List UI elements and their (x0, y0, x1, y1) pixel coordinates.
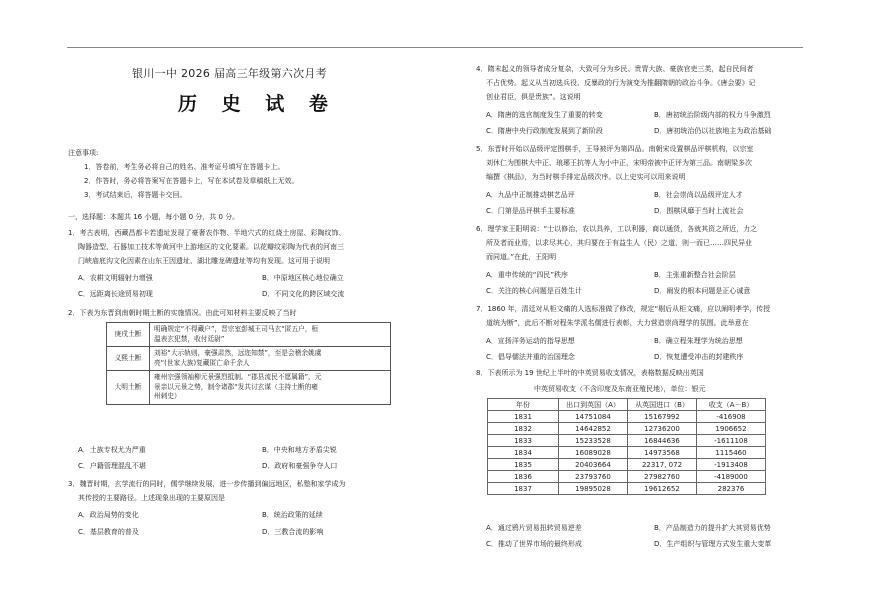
option-b: B．中原地区核心地位确立 (262, 274, 344, 282)
option-b: B．统治政策的延续 (262, 511, 323, 519)
section-heading: 一、选择题：本题共 16 小题，每小题 0 分，共 0 分。 (68, 213, 240, 221)
table-cell (150, 371, 391, 405)
table-row (488, 471, 766, 483)
table-row (107, 323, 391, 347)
table-cell: 1115460 (697, 447, 766, 459)
question-6-line: 而同道。”在此，王阳明 (486, 253, 557, 261)
option-c: C．户籍管理混乱不堪 (78, 462, 146, 470)
table-row (488, 435, 766, 447)
cell-line: 明确规定“不得藏户”，晋宗室彭城王司马玄“匿五户，桓 (154, 325, 319, 333)
question-4-line: 4．隋末起义的领导者成分复杂，大致可分为乡民、贵胄大族、豪族官吏三类，起自民间者 (476, 65, 754, 73)
option-a: A．隋唐的选官制度发生了重要的转变 (486, 111, 603, 119)
table-cell: 1836 (488, 471, 559, 483)
option-a: A．政治局势的变化 (78, 511, 139, 519)
table-cell: 14642852 (559, 423, 628, 435)
table-cell (150, 323, 391, 347)
table-cell: 19895028 (559, 483, 628, 495)
question-1-line: 门峡庙底沟文化因素在山东王因遗址、湖北雕龙碑遗址等均有发现。这可用于说明 (78, 257, 330, 265)
question-7-line: 道统为断”，此后不断对程朱学派名儒进行表彰，大力营造崇尚理学的氛围。此举意在 (486, 319, 749, 327)
option-a: A．土族专权尤为严重 (78, 446, 146, 454)
table-cell: 1834 (488, 447, 559, 459)
option-d: D．政府和豪强争夺人口 (262, 462, 338, 470)
table-cell: -1913408 (697, 459, 766, 471)
table-cell: 22317, 072 (628, 459, 697, 471)
table-caption: 中英贸易收支（不含印度及东南亚殖民地），单位：银元 (534, 385, 706, 393)
cell-line: 亮“(世家大族)复藏匿亡命千余人 (154, 358, 250, 367)
option-d: D．三教合流的影响 (262, 528, 324, 536)
option-a: A．重申传统的“四民”秩序 (486, 271, 569, 279)
cell-line: 景亲以元景之势，制令诸郡“发共讨玄谋（主持土断的雍 (154, 382, 318, 391)
option-b: B．主张重新整合社会阶层 (654, 271, 736, 279)
option-d: D．阐发的根本问题是正心诚意 (654, 287, 751, 295)
option-d: D．生产组织与管理方式发生重大变革 (654, 540, 772, 548)
table-cell: 20403664 (559, 459, 628, 471)
header-rule (67, 47, 803, 48)
exam-title: 银川一中 2026 届高三年级第六次月考 (132, 67, 327, 80)
question-5-line: 5．东晋时开始以品级评定围棋手，王导被评为第四品。南朝宋设置棋品评棋机构，以宗室 (476, 145, 754, 153)
note-item: 2．作答时，务必将答案写在答题卡上，写在本试卷及草稿纸上无效。 (84, 177, 299, 185)
option-c: C．远距离长途贸易初现 (78, 290, 153, 298)
option-c: C．基层教育的普及 (78, 528, 139, 536)
table-cell: 1833 (488, 435, 559, 447)
option-d: D．恢复遭受冲击的封建秩序 (654, 353, 744, 361)
question-2-stem: 2．下表为东晋到南朝时期土断的实施情况。由此可知材料主要反映了当时 (68, 309, 297, 317)
option-b: B．产品制造力的提升扩大其贸易优势 (654, 524, 771, 532)
option-d: D．唐初统治仍以社族地主为政治基础 (654, 127, 772, 135)
option-b: B．社会崇尚以品级评定人才 (654, 191, 743, 199)
table-row (488, 459, 766, 471)
question-5-line: 编撰《棋品》，为当时棋手排定品级次序。以上史实可以用来说明 (486, 173, 686, 181)
table-row (488, 483, 766, 495)
question-1-line: 陶器造型、石器加工技术等黄河中上游地区的文化要素。以花瓣纹彩陶为代表的河南三 (78, 243, 344, 251)
trade-table (487, 398, 766, 495)
option-a: A．农耕文明辐射力增强 (78, 274, 153, 282)
cell-line: 温表玄犯禁，收付廷尉” (154, 334, 225, 343)
table-cell: 15233528 (559, 435, 628, 447)
table-cell: 14751084 (559, 411, 628, 423)
table-cell: 16844636 (628, 435, 697, 447)
table-cell: 1832 (488, 423, 559, 435)
table-cell: 大明土断 (107, 371, 150, 405)
question-6-line: 6．理学家王阳明说：“士以修治，农以具养，工以利器，商以通货，各就其资之所近，力之 (476, 225, 758, 233)
table-cell: 27982760 (628, 471, 697, 483)
table-row (488, 447, 766, 459)
cell-line: 雍州宗强领袖柳元景强烈抵制。“郡县流民不愿属籍”，元 (154, 373, 322, 381)
table-cell: 1835 (488, 459, 559, 471)
option-c: C．隋唐中央行政制度发展到了新阶段 (486, 127, 603, 135)
option-a: A．宣扬洋务运动的指导思想 (486, 337, 575, 345)
notes-title: 注意事项: (68, 149, 99, 157)
option-d: D．围棋风靡于当时上流社会 (654, 207, 744, 215)
table-row (488, 423, 766, 435)
option-c: C．门第是品评棋手主要标准 (486, 207, 575, 215)
table-cell: -416908 (697, 411, 766, 423)
question-4-line: 不占优势。起义从当初选兵役、反暴政的行为演变为推翻隋朝的政治斗争。《唐会要》记 (486, 79, 756, 87)
question-3-line: 其传授的主要路径。上述现象出现的主要原因是 (78, 494, 225, 502)
tuduan-table (106, 322, 391, 405)
question-5-line: 刘休仁为围棋大中正、琅琊王抗等人为小中正，宋明帝被中正评为第三品。南朝梁多次 (486, 159, 752, 167)
subject-title: 历 史 试 卷 (178, 93, 337, 115)
question-8-stem: 8．下表所示为 19 世纪上半叶的中英贸易收支情况，表格数据反映出英国 (476, 369, 704, 377)
table-cell: 1906652 (697, 423, 766, 435)
table-cell: 16089028 (559, 447, 628, 459)
table-cell: 19612652 (628, 483, 697, 495)
table-cell: -1611108 (697, 435, 766, 447)
option-b: B．唐初统治阶级内部的权力斗争激烈 (654, 111, 771, 119)
table-cell: 12736200 (628, 423, 697, 435)
option-c: C．倡导儒法并重的治国理念 (486, 353, 575, 361)
question-7-line: 7．1860 年，清廷对从柜文痛的人选标准做了修改，规定“剔后从柜文痛，应以阐明孝学，传授 (476, 305, 771, 313)
table-cell: 282376 (697, 483, 766, 495)
option-b: B．中央和地方矛盾尖锐 (262, 446, 337, 454)
table-cell: 1831 (488, 411, 559, 423)
option-b: B．确立程朱理学为统治思想 (654, 337, 743, 345)
column-header: 年份 (488, 399, 559, 411)
question-3-line: 3．魏晋时期，玄学流行的同时，儒学继续发展，进一步传播到偏远地区，私塾和家学成为 (68, 480, 346, 488)
cell-line: 刘裕“大示轨则，豪强肃然，远迩知禁”，至是会稽余姚虞 (154, 349, 322, 357)
table-header-row (488, 399, 766, 411)
note-item: 3．考试结束后，将答题卡交回。 (84, 191, 187, 199)
table-cell: 14973568 (628, 447, 697, 459)
question-6-line: 所及者而业焉，以求尽其心，其归要在于有益生人（民）之道，则一而已……四民异业 (486, 239, 752, 247)
table-cell: 1837 (488, 483, 559, 495)
question-4-line: 创业君臣，俱是贵族”。这说明 (486, 93, 581, 101)
option-d: D．不同文化的跨区域交流 (262, 290, 345, 298)
cell-line: 州刺史） (154, 392, 181, 400)
column-header: 出口到英国（A） (559, 399, 628, 411)
column-header: 收支（A－B） (697, 399, 766, 411)
table-cell: 23793760 (559, 471, 628, 483)
table-row (107, 347, 391, 371)
table-row (488, 411, 766, 423)
column-header: 从英国进口（B） (628, 399, 697, 411)
question-1-line: 1．考古表明，西藏昌都卡若遗址发现了豪奢农作物、半地穴式的红烧土房屋、彩陶纹饰、 (68, 229, 346, 237)
option-c: C．关注的核心问题是百姓生计 (486, 287, 582, 295)
option-a: A．通过鸦片贸易扭转贸易逆差 (486, 524, 582, 532)
table-cell: 庚戌土断 (107, 323, 150, 347)
table-cell: 15167992 (628, 411, 697, 423)
table-cell: 义熙土断 (107, 347, 150, 371)
note-item: 1．答卷前，考生务必将自己的姓名、准考证号填写在答题卡上。 (84, 163, 285, 171)
option-a: A．九品中正制推动棋艺品评 (486, 191, 575, 199)
table-cell: -4189000 (697, 471, 766, 483)
table-cell (150, 347, 391, 371)
table-row (107, 371, 391, 405)
option-c: C．推动了世界市场的最终形成 (486, 540, 582, 548)
